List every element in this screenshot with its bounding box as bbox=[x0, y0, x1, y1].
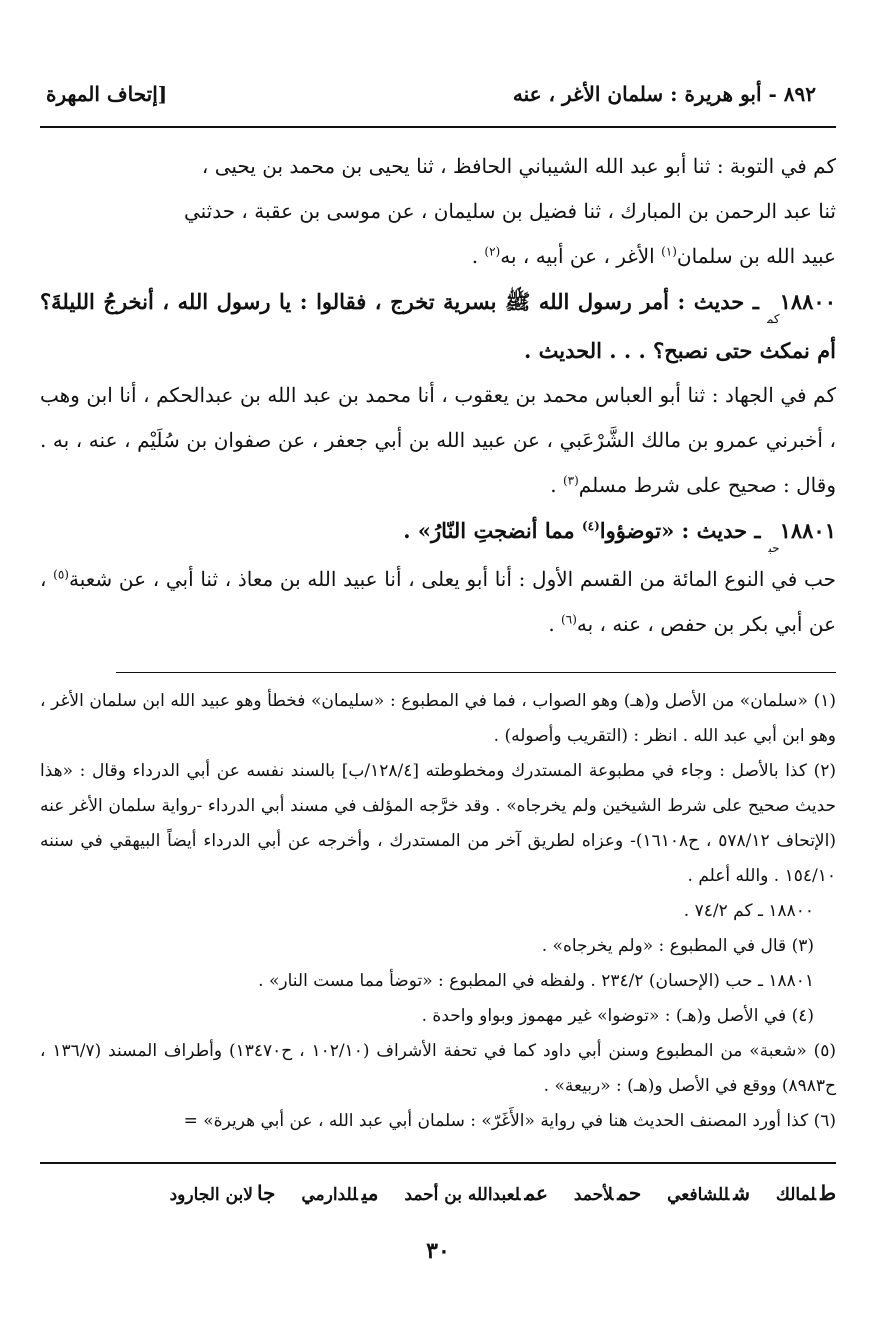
abbreviation-item bbox=[169, 1181, 276, 1205]
abbreviation-meaning: لابن الجارود bbox=[169, 1185, 253, 1205]
abbreviation-key bbox=[40, 1176, 836, 1212]
footnote-5: (٥) «شعبة» من المطبوع وسنن أبي داود كما في تحفة الأشراف (١٠٢/١٠ ، ح١٣٤٧٠) وأطراف المسند (١٣٦/٧ ، ح٨٩٨٣) ووقع في الأصل و(هـ) : «ربيعة» . bbox=[40, 1041, 836, 1096]
abbreviation-sigla: جا bbox=[256, 1181, 276, 1205]
abbreviation-item bbox=[404, 1181, 548, 1205]
footnotes bbox=[40, 684, 836, 1139]
book-title: [إتحاف المهرة bbox=[46, 82, 168, 106]
text-line: كم في الجهاد : ثنا أبو العباس محمد بن يعقوب ، أنا محمد بن عبد الله بن عبدالحكم ، أنا ابن وهب ، أخبرني عمرو بن مالك الشَّرْعَبي ، عن عبيد الله بن أبي جعفر ، عن صفوان بن سُلَيْم ، عنه ، به . وقال : صحيح على شرط مسلم bbox=[40, 383, 836, 497]
text-end: . bbox=[471, 244, 485, 268]
footnote-ref[interactable]: (٤) bbox=[581, 519, 600, 533]
source-mark: كم bbox=[766, 312, 780, 326]
footnote-ref[interactable]: (٢) bbox=[484, 244, 501, 259]
abbreviation-sigla: عم bbox=[524, 1181, 548, 1205]
abbreviation-item bbox=[573, 1181, 642, 1205]
abbreviation-item bbox=[775, 1181, 836, 1205]
abbreviation-sigla: ط bbox=[820, 1181, 836, 1205]
text-line: عبيد الله بن سلمان bbox=[676, 244, 836, 268]
page-number: ٣٠ bbox=[426, 1238, 450, 1264]
footnote-ref[interactable]: (١) bbox=[661, 244, 677, 259]
header-divider bbox=[40, 126, 836, 128]
footnote-4: (٤) في الأصل و(هـ) : «توضوا» غير مهموز وبواو واحدة . bbox=[421, 1006, 814, 1026]
footnote-ref[interactable]: (٥) bbox=[53, 567, 69, 582]
source-mark: حب bbox=[768, 541, 780, 555]
abbreviation-item bbox=[667, 1181, 750, 1205]
abbreviation-sigla: ش bbox=[733, 1181, 750, 1205]
text-line: ثنا عبد الرحمن بن المبارك ، ثنا فضيل بن سليمان ، عن موسى بن عقبة ، حدثني bbox=[183, 199, 836, 223]
text-end: . bbox=[548, 612, 562, 636]
footnote-source-18801: ١٨٨٠١ ـ حب (الإحسان) ٢٣٤/٢ . ولفظه في المطبوع : «توضأ مما مست النار» . bbox=[258, 971, 814, 991]
hadith-number-text: ١٨٨٠١ bbox=[779, 518, 836, 543]
text-line: كم في التوبة : ثنا أبو عبد الله الشيباني الحافظ ، ثنا يحيى بن محمد بن يحيى ، bbox=[201, 154, 836, 178]
abbreviation-meaning: للشافعي bbox=[667, 1185, 730, 1205]
footnote-2: (٢) كذا بالأصل : وجاء في مطبوعة المستدرك ومخطوطته [١٢٨/٤/ب] بالسند نفسه عن أبي الدرداء وقال : «هذا حديث صحيح على شرط الشيخين ولم يخرجاه» . وقد خرَّجه المؤلف في مسند أبي الدرداء -رواية سلمان الأغر عنه (الإتحاف ٥٧٨/١٢ ، ح١٦١٠٨)- وعزاه لطريق آخر من المستدرك ، وأخرجه عن أبي الدرداء أيضاً البيهقي في سننه ١٥٤/١٠ . والله أعلم . bbox=[40, 761, 837, 886]
text-line: ، عن أبي بكر بن حفص ، عنه ، به bbox=[40, 567, 836, 636]
footnote-ref[interactable]: (٣) bbox=[562, 473, 579, 488]
hadith-number-text: ١٨٨٠٠ bbox=[779, 289, 836, 314]
paragraph-toubah bbox=[40, 144, 836, 279]
footnote-ref[interactable]: (٦) bbox=[561, 612, 577, 627]
abbreviation-sigla: حم bbox=[617, 1181, 642, 1205]
hadith-text: ـ حديث : «توضؤوا bbox=[599, 518, 761, 543]
hadith-text: مما أنضجتِ النّارُ» . bbox=[403, 518, 582, 543]
book-page bbox=[40, 60, 836, 1300]
running-title: ٨٩٢ - أبو هريرة : سلمان الأغر ، عنه bbox=[512, 82, 816, 106]
footnote-3: (٣) قال في المطبوع : «ولم يخرجاه» . bbox=[541, 936, 814, 956]
abbreviation-meaning: لمالك bbox=[775, 1185, 817, 1205]
abbreviation-meaning: لعبدالله بن أحمد bbox=[404, 1185, 521, 1205]
text-line: الأغر ، عن أبيه ، به bbox=[500, 244, 662, 268]
footnote-divider bbox=[116, 672, 836, 673]
text-line: حب في النوع المائة من القسم الأول : أنا أبو يعلى ، أنا عبيد الله بن معاذ ، ثنا أبي ، عن شعبة bbox=[68, 567, 837, 591]
hadith-number bbox=[768, 518, 836, 557]
paragraph-jihad bbox=[40, 373, 836, 508]
hadith-number bbox=[766, 289, 836, 328]
abbreviation-meaning: لأحمد bbox=[573, 1185, 614, 1205]
footnote-6: (٦) كذا أورد المصنف الحديث هنا في رواية «الأَغَرّ» : سلمان أبي عبد الله ، عن أبي هريرة» = bbox=[183, 1111, 836, 1131]
main-text bbox=[40, 144, 836, 647]
abbreviation-item bbox=[301, 1181, 379, 1205]
bottom-divider bbox=[40, 1162, 836, 1164]
hadith-text: ـ حديث : أمر رسول الله ﷺ بسرية تخرج ، فقالوا : يا رسول الله ، أنخرجُ الليلةَ؟ أم نمكث حتى نصبح؟ . . . الحديث . bbox=[40, 289, 836, 363]
hadith-18801 bbox=[40, 508, 836, 557]
footnote-1: (١) «سلمان» من الأصل و(هـ) وهو الصواب ، فما في المطبوع : «سليمان» فخطأ وهو عبيد الله ابن سلمان الأغر ، وهو ابن أبي عبد الله . انظر : (التقريب وأصوله) . bbox=[40, 691, 836, 746]
page-header bbox=[40, 78, 836, 114]
abbreviation-sigla: مي bbox=[361, 1181, 379, 1205]
paragraph-ibn-hibban bbox=[40, 557, 836, 647]
text-end: . bbox=[550, 473, 563, 497]
hadith-18800 bbox=[40, 279, 836, 373]
footnote-source-18800: ١٨٨٠٠ ـ كم ٧٤/٢ . bbox=[683, 901, 814, 921]
abbreviation-meaning: للدارمي bbox=[301, 1185, 358, 1205]
